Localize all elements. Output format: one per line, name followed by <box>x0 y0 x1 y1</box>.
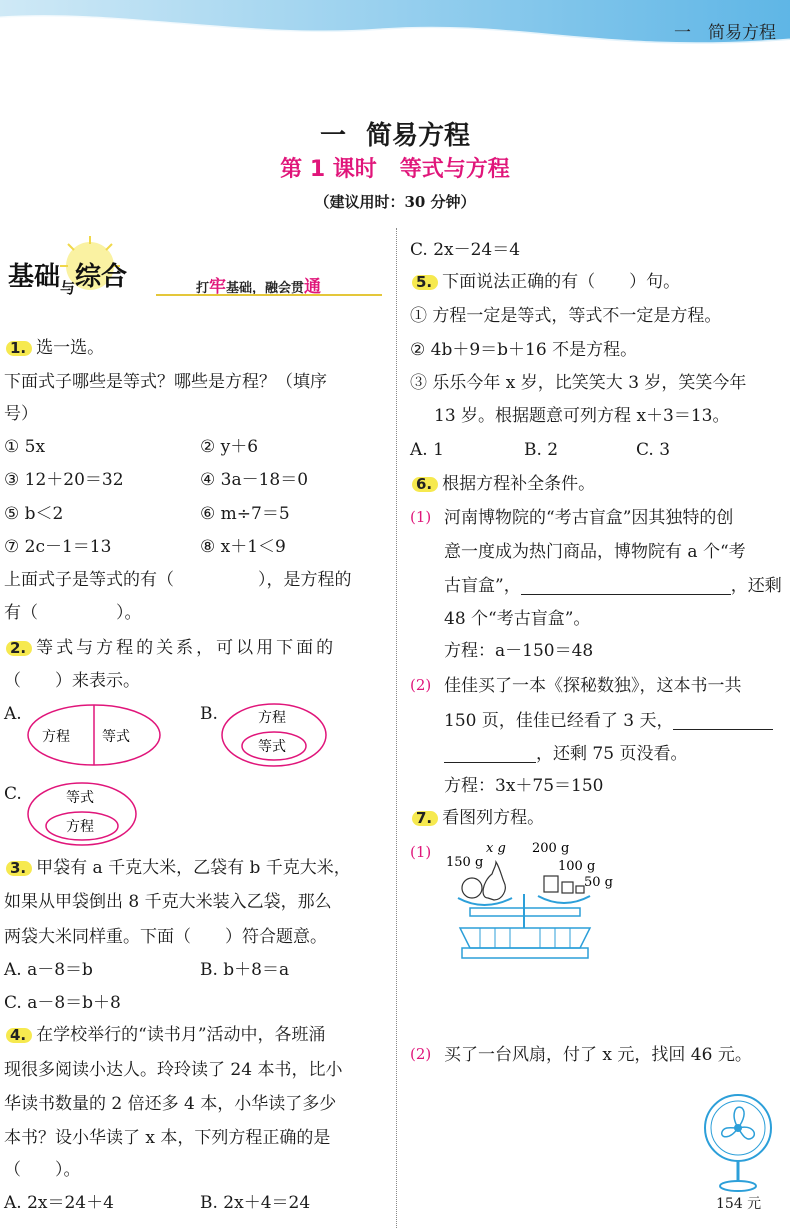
q6-text: ，还剩 75 页没看。 <box>536 744 688 764</box>
slogan-emph: 牢 <box>209 277 227 297</box>
q5-option-c[interactable]: C. 3 <box>636 440 671 460</box>
q5-heading <box>412 274 680 291</box>
running-header: 一 简易方程 <box>674 23 776 43</box>
q1-fill-text: ）。 <box>116 603 142 623</box>
q6-part1-answer-blank[interactable] <box>521 577 731 595</box>
lesson-label: 第 1 课时 <box>280 157 377 182</box>
section-title-small: 与 <box>60 279 76 297</box>
chapter-name: 简易方程 <box>366 121 471 151</box>
q1-fill-line1 <box>4 572 352 589</box>
q2-text: 等式与方程的关系，可以用下面的 <box>36 638 337 658</box>
chapter-title <box>0 115 790 152</box>
section-title-a: 基础 <box>8 262 61 292</box>
q2-option-a-label: A. <box>4 704 22 724</box>
q3-line3: 两袋大米同样重。下面（ ）符合题意。 <box>4 927 327 947</box>
q1-option: ⑦ 2c－1＝13 <box>4 537 112 557</box>
q6-part1-line1: 河南博物院的“考古盲盒”因其独特的创 <box>444 508 734 528</box>
q1-option: ⑧ x＋1＜9 <box>200 537 286 557</box>
q2-number: 2. <box>6 641 32 656</box>
q6-part2-line2 <box>444 712 773 730</box>
q1-heading <box>6 340 104 357</box>
q6-text: 150 页，佳佳已经看了 3 天， <box>444 711 674 731</box>
q1-fill-text: 有（ <box>4 603 38 623</box>
q1-prompt-line1: 下面式子哪些是等式？哪些是方程？（填序 <box>4 372 327 392</box>
q5-statement-2: ② 4b＋9＝b＋16 不是方程。 <box>410 340 638 360</box>
section-title <box>8 256 128 297</box>
q4-line3: 华读书数量的 2 倍还多 4 本，小华读了多少 <box>4 1094 337 1114</box>
q7-title: 看图列方程。 <box>442 808 545 828</box>
q1-option: ③ 12＋20＝32 <box>4 470 124 490</box>
q6-part2-equation: 方程：3x＋75＝150 <box>444 776 604 796</box>
q6-heading <box>412 476 595 493</box>
weight-label-100: 100 g <box>558 859 596 874</box>
q6-part1-equation: 方程：a－150＝48 <box>444 641 594 661</box>
weight-label-x: x g <box>486 841 506 856</box>
q4-option-c[interactable]: C. 2x－24＝4 <box>410 240 521 260</box>
q1-option: ① 5x <box>4 437 46 457</box>
slogan-emph: 通 <box>304 277 322 297</box>
q1-option: ② y＋6 <box>200 437 259 457</box>
venn-b-inner-label: 等式 <box>258 739 286 755</box>
q4-line5: （ ）。 <box>4 1160 81 1180</box>
section-title-b: 综合 <box>75 262 128 292</box>
q6-title: 根据方程补全条件。 <box>442 474 596 494</box>
q3-line2: 如果从甲袋倒出 8 千克大米装入乙袋，那么 <box>4 892 332 912</box>
weight-label-50: 50 g <box>584 875 613 890</box>
q4-line2: 现很多阅读小达人。玲玲读了 24 本书，比小 <box>4 1060 343 1080</box>
q4-text: 在学校举行的“读书月”活动中，各班涌 <box>36 1025 326 1045</box>
q1-number: 1. <box>6 341 32 356</box>
q6-part2-line3 <box>444 745 687 763</box>
q1-title: 选一选。 <box>36 338 105 358</box>
q5-option-a[interactable]: A. 1 <box>410 440 444 460</box>
lesson-title <box>0 152 790 183</box>
venn-c-inner-label: 方程 <box>66 819 94 835</box>
q1-fill-line2 <box>4 605 142 622</box>
q4-line1 <box>6 1027 326 1044</box>
weight-label-150: 150 g <box>446 855 484 870</box>
column-divider <box>396 228 397 1228</box>
q2-option-b-label: B. <box>200 704 218 724</box>
q2-line1 <box>6 640 336 657</box>
q6-part2-answer-blank-b[interactable] <box>444 745 536 763</box>
q4-number: 4. <box>6 1028 32 1043</box>
balance-scale-illustration <box>440 838 620 970</box>
q3-option-a[interactable]: A. a－8＝b <box>4 960 93 980</box>
q1-prompt-line2: 号） <box>4 404 38 424</box>
q1-fill-text: 上面式子是等式的有（ <box>4 570 174 590</box>
lesson-name: 等式与方程 <box>399 157 510 182</box>
chapter-number: 一 <box>319 121 346 151</box>
slogan-underline <box>156 294 382 296</box>
q5-option-b[interactable]: B. 2 <box>524 440 559 460</box>
q5-statement-3-line1: ③ 乐乐今年 x 岁，比笑笑大 3 岁，笑笑今年 <box>410 373 747 393</box>
q3-text: 甲袋有 a 千克大米，乙袋有 b 千克大米， <box>36 858 351 878</box>
venn-c-outer-label: 等式 <box>66 790 94 806</box>
weight-label-200: 200 g <box>532 841 570 856</box>
q7-part2-tag: (2) <box>410 1045 432 1063</box>
venn-option-b[interactable] <box>220 700 330 770</box>
q4-option-b[interactable]: B. 2x＋4＝24 <box>200 1193 311 1213</box>
q2-option-c-label: C. <box>4 784 22 804</box>
q7-part2-text: 买了一台风扇，付了 x 元，找回 46 元。 <box>444 1045 752 1065</box>
fan-illustration <box>700 1090 780 1200</box>
q2-line2: （ ）来表示。 <box>4 671 140 691</box>
venn-option-a[interactable] <box>26 700 166 770</box>
venn-b-outer-label: 方程 <box>258 710 286 726</box>
q4-option-a[interactable]: A. 2x＝24＋4 <box>4 1193 114 1213</box>
q5-statement-1: ① 方程一定是等式，等式不一定是方程。 <box>410 306 722 326</box>
q1-option: ⑤ b＜2 <box>4 504 64 524</box>
q4-line4: 本书？设小华读了 x 本，下列方程正确的是 <box>4 1128 331 1148</box>
q6-part1-tag: (1) <box>410 508 432 526</box>
q1-option: ④ 3a－18＝0 <box>200 470 309 490</box>
q7-heading <box>412 810 544 827</box>
slogan-part: 打 <box>196 281 210 296</box>
q6-text: 古盲盒”， <box>444 576 521 596</box>
q3-option-c[interactable]: C. a－8＝b＋8 <box>4 993 121 1013</box>
fan-price-label: 154 元 <box>716 1196 762 1212</box>
q3-line1 <box>6 860 351 877</box>
q1-fill-text: ），是方程的 <box>258 570 352 590</box>
q5-title: 下面说法正确的有（ ）句。 <box>442 272 681 292</box>
q6-part1-line2: 意一度成为热门商品，博物院有 a 个“考 <box>444 542 746 562</box>
venn-a-right-label: 等式 <box>102 729 130 745</box>
q5-statement-3-line2: 13 岁。根据题意可列方程 x＋3＝13。 <box>434 406 730 426</box>
q6-part2-tag: (2) <box>410 676 432 694</box>
q7-part1-tag: (1) <box>410 843 432 861</box>
q3-option-b[interactable]: B. b＋8＝a <box>200 960 290 980</box>
q7-number: 7. <box>412 811 438 826</box>
q6-part2-answer-blank-a[interactable] <box>673 712 773 730</box>
q6-text: ，还剩 <box>730 576 782 596</box>
q6-number: 6. <box>412 477 438 492</box>
venn-a-left-label: 方程 <box>42 729 70 745</box>
venn-option-c[interactable] <box>26 780 138 848</box>
q6-part2-line1: 佳佳买了一本《探秘数独》，这本书一共 <box>444 676 742 696</box>
header-wave-band <box>0 0 790 62</box>
slogan-part: 基础，融会贯 <box>226 281 305 296</box>
q1-option: ⑥ m÷7＝5 <box>200 504 290 524</box>
q3-number: 3. <box>6 861 32 876</box>
q5-number: 5. <box>412 275 438 290</box>
q6-part1-line4: 48 个“考古盲盒”。 <box>444 609 591 629</box>
time-hint: （建议用时：30 分钟） <box>314 193 476 211</box>
q6-part1-line3 <box>444 577 782 595</box>
